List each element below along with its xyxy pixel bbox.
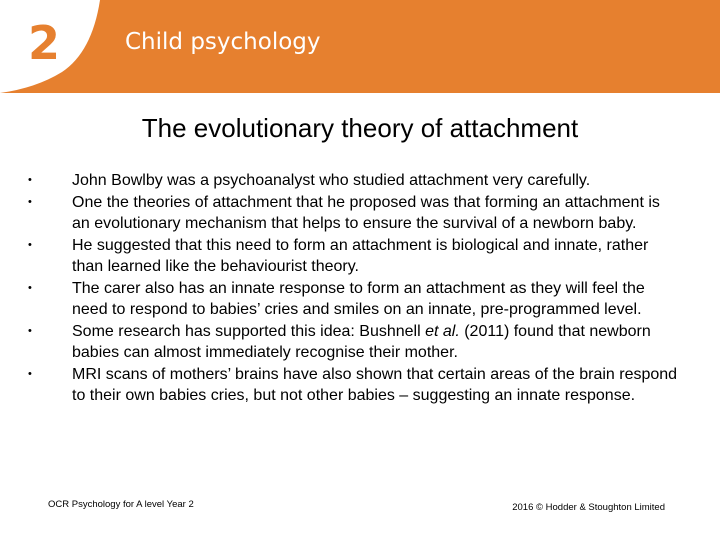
- header-bar: [0, 0, 720, 93]
- bullet-item: [28, 170, 678, 192]
- chapter-title: Child psychology: [125, 29, 321, 55]
- bullet-icon: •: [28, 195, 32, 208]
- bullet-icon: •: [28, 281, 32, 294]
- slide-title: The evolutionary theory of attachment: [141, 113, 579, 143]
- bullet-text: John Bowlby was a psychoanalyst who studied attachment very carefully.: [72, 172, 591, 189]
- bullet-text: The carer also has an innate response to form an attachment as they will feel the need to respond to babies’ cries and smiles on an innate, pre-programmed level.: [72, 279, 645, 318]
- bullet-text: One the theories of attachment that he proposed was that forming an attachment is an evolutionary mechanism that helps to ensure the survival of a newborn baby.: [72, 193, 660, 232]
- bullet-icon: •: [28, 367, 32, 380]
- bullet-text-start: Some research has supported this idea: Bushnell: [72, 322, 426, 340]
- bullet-item: [28, 364, 678, 407]
- chapter-badge: [0, 0, 100, 93]
- bullet-item: [28, 192, 678, 235]
- bullet-icon: •: [28, 238, 32, 251]
- bullet-text-italic: et al.: [425, 322, 460, 340]
- bullet-item: [28, 235, 678, 278]
- bullet-item: [28, 278, 678, 321]
- bullet-list: [28, 170, 678, 407]
- bullet-text: He suggested that this need to form an attachment is biological and innate, rather than learned like the behaviourist theory.: [72, 236, 649, 275]
- bullet-item: [28, 321, 678, 364]
- footer-copyright: 2016 © Hodder & Stoughton Limited: [512, 502, 665, 513]
- bullet-text: MRI scans of mothers’ brains have also shown that certain areas of the brain respond to their own babies cries, but not other babies – suggesting an innate response.: [72, 365, 678, 404]
- footer-book-title: OCR Psychology for A level Year 2: [48, 499, 194, 510]
- bullet-text-end: (2011) found that newborn babies can almost immediately recognise their mother.: [72, 322, 651, 361]
- chapter-number: 2: [28, 16, 61, 70]
- bullet-icon: •: [28, 324, 32, 337]
- bullet-icon: •: [28, 174, 32, 186]
